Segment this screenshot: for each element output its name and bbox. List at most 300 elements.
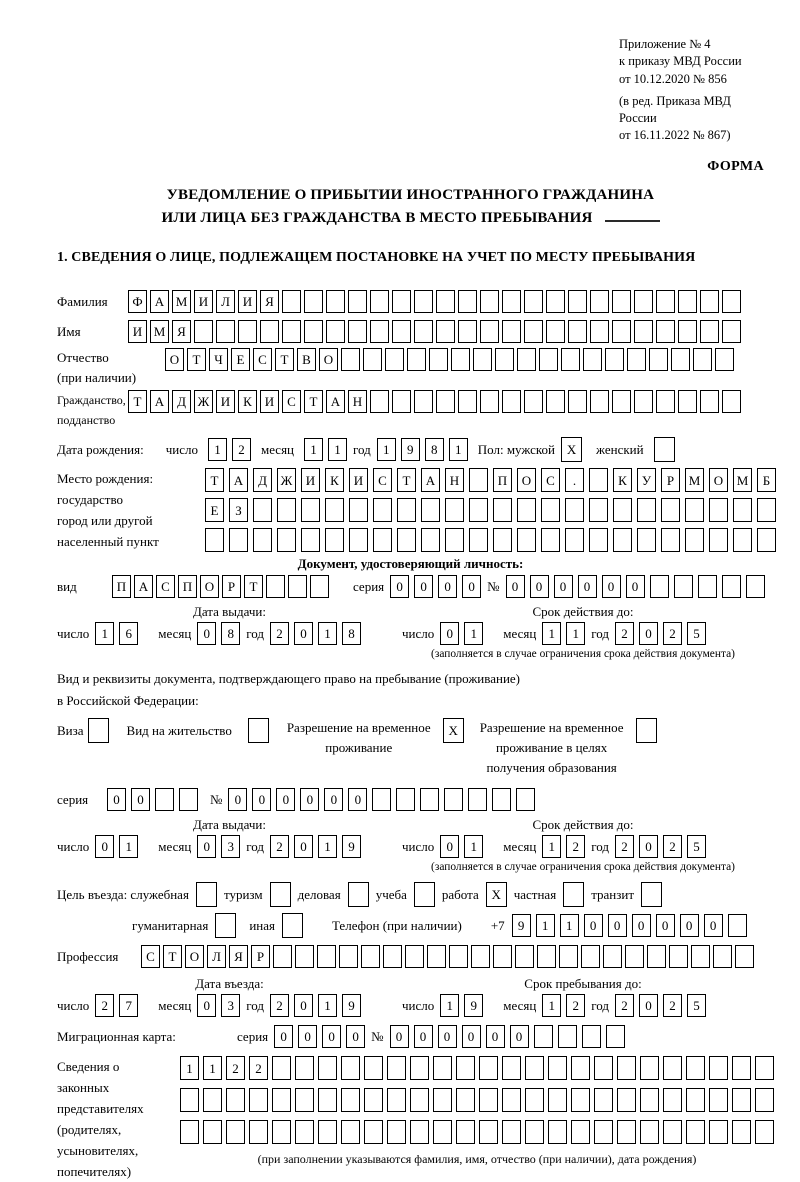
char-cell: 0: [294, 622, 313, 645]
purpose-business-label: деловая: [297, 886, 341, 902]
char-cell: И: [128, 320, 147, 343]
char-cell: 0: [602, 575, 621, 598]
char-cell: [603, 945, 622, 968]
purpose-tourism-checkbox[interactable]: [270, 882, 291, 907]
issue-day-label: число: [57, 625, 90, 641]
char-cell: [617, 1056, 636, 1080]
char-cell: И: [260, 390, 279, 413]
appendix-line: от 10.12.2020 № 856: [619, 71, 727, 86]
purpose-transit-checkbox[interactable]: [641, 882, 662, 907]
char-cell: [414, 290, 433, 313]
temp-permit-checkbox[interactable]: X: [443, 718, 464, 743]
purpose-humanitarian-checkbox[interactable]: [215, 913, 236, 938]
birthplace-block: [57, 468, 771, 552]
birthplace-row2[interactable]: [205, 498, 776, 522]
char-cell: .: [565, 468, 584, 492]
char-cell: 2: [226, 1056, 245, 1080]
purpose-study-checkbox[interactable]: [414, 882, 435, 907]
char-cell: 1: [304, 438, 323, 461]
char-cell: [480, 290, 499, 313]
residence-series-row: [57, 788, 764, 811]
char-cell: [524, 320, 543, 343]
char-cell: [590, 320, 609, 343]
char-cell: [728, 914, 747, 937]
char-cell: [420, 788, 439, 811]
form-title-line2: ИЛИ ЛИЦА БЕЗ ГРАЖДАНСТВА В МЕСТО ПРЕБЫВАНИЯ: [161, 209, 593, 226]
migration-number-field[interactable]: [390, 1025, 625, 1048]
char-cell: [502, 1056, 521, 1080]
name-row: [57, 320, 764, 343]
edu-permit-checkbox[interactable]: [636, 718, 657, 743]
char-cell: [341, 1056, 360, 1080]
char-cell: [663, 1088, 682, 1112]
char-cell: 1: [566, 622, 585, 645]
doc-kind-field[interactable]: [112, 575, 329, 598]
residence-dates-row: [57, 817, 764, 873]
char-cell: [589, 528, 608, 552]
char-cell: [525, 1056, 544, 1080]
char-cell: [517, 528, 536, 552]
r-expiry-day-label: число: [402, 838, 435, 854]
stay-year-field[interactable]: [615, 994, 706, 1017]
char-cell: В: [297, 348, 316, 371]
char-cell: 2: [232, 438, 251, 461]
title-underline: [605, 220, 660, 222]
char-cell: [433, 1120, 452, 1144]
appendix-line: к приказу МВД России: [619, 54, 742, 69]
gender-male-label: Пол: мужской: [477, 441, 556, 457]
birthdate-label: Дата рождения:: [57, 441, 144, 457]
birthplace-fields: [205, 468, 776, 552]
char-cell: [539, 348, 558, 371]
char-cell: 0: [639, 622, 658, 645]
passport-dates-row: [57, 604, 764, 660]
char-cell: 2: [95, 994, 114, 1017]
char-cell: [583, 348, 602, 371]
purpose-official-checkbox[interactable]: [196, 882, 217, 907]
char-cell: [301, 498, 320, 522]
char-cell: Ф: [128, 290, 147, 313]
purpose-private-checkbox[interactable]: [563, 882, 584, 907]
passport-issue-heading: Дата выдачи:: [192, 604, 266, 619]
stay-month-field[interactable]: [542, 994, 585, 1017]
purpose-other-checkbox[interactable]: [282, 913, 303, 938]
char-cell: [364, 1120, 383, 1144]
char-cell: [581, 945, 600, 968]
char-cell: [517, 498, 536, 522]
char-cell: [326, 320, 345, 343]
char-cell: [469, 468, 488, 492]
char-cell: Р: [222, 575, 241, 598]
char-cell: [663, 1120, 682, 1144]
visa-checkbox[interactable]: [88, 718, 109, 743]
char-cell: 2: [270, 835, 289, 858]
char-cell: [735, 945, 754, 968]
char-cell: [663, 1056, 682, 1080]
char-cell: [397, 498, 416, 522]
char-cell: 0: [704, 914, 723, 937]
birthplace-row1[interactable]: [205, 468, 776, 492]
char-cell: [625, 945, 644, 968]
visa-label: Виза: [57, 723, 84, 738]
char-cell: [383, 945, 402, 968]
char-cell: [700, 290, 719, 313]
char-cell: [640, 1056, 659, 1080]
stay-day-field[interactable]: [440, 994, 483, 1017]
char-cell: [755, 1088, 774, 1112]
char-cell: 0: [680, 914, 699, 937]
char-cell: 0: [390, 575, 409, 598]
char-cell: [686, 1056, 705, 1080]
gender-male-checkbox[interactable]: X: [561, 437, 582, 462]
char-cell: [392, 390, 411, 413]
char-cell: 1: [318, 994, 337, 1017]
char-cell: 1: [203, 1056, 222, 1080]
expiry-month-field[interactable]: [542, 622, 585, 645]
surname-field[interactable]: [128, 290, 741, 313]
char-cell: И: [238, 290, 257, 313]
char-cell: [589, 468, 608, 492]
char-cell: [656, 320, 675, 343]
char-cell: А: [421, 468, 440, 492]
char-cell: 2: [566, 835, 585, 858]
char-cell: 0: [95, 835, 114, 858]
char-cell: [479, 1120, 498, 1144]
char-cell: [341, 1120, 360, 1144]
patronymic-label: Отчество (при наличии): [57, 350, 137, 385]
char-cell: [559, 945, 578, 968]
char-cell: [541, 498, 560, 522]
entry-month-field[interactable]: [197, 994, 240, 1017]
phone-field[interactable]: [512, 914, 747, 937]
char-cell: [295, 1088, 314, 1112]
expiry-day-field[interactable]: [440, 622, 483, 645]
form-title-line1: УВЕДОМЛЕНИЕ О ПРИБЫТИИ ИНОСТРАННОГО ГРАЖДАНИНА: [166, 186, 655, 203]
char-cell: [495, 348, 514, 371]
char-cell: 1: [542, 835, 561, 858]
char-cell: [479, 1056, 498, 1080]
issue-year-field[interactable]: [270, 622, 361, 645]
residence-series-field[interactable]: [107, 788, 198, 811]
char-cell: 0: [131, 788, 150, 811]
representatives-row3[interactable]: [180, 1120, 774, 1144]
char-cell: К: [613, 468, 632, 492]
migration-series-field[interactable]: [274, 1025, 365, 1048]
residence-intro: Вид и реквизиты документа, подтверждающего право на пребывание (проживание) в Российской Федерации:: [57, 671, 521, 708]
char-cell: 5: [687, 835, 706, 858]
char-cell: [546, 290, 565, 313]
char-cell: [698, 575, 717, 598]
char-cell: [634, 290, 653, 313]
char-cell: 0: [228, 788, 247, 811]
char-cell: 1: [318, 835, 337, 858]
char-cell: И: [301, 468, 320, 492]
char-cell: [480, 390, 499, 413]
char-cell: [295, 945, 314, 968]
char-cell: Т: [163, 945, 182, 968]
char-cell: [722, 320, 741, 343]
residence-number-label: №: [210, 791, 223, 807]
char-cell: [685, 498, 704, 522]
char-cell: К: [325, 468, 344, 492]
char-cell: [502, 390, 521, 413]
appendix-line: (в ред. Приказа МВД России: [619, 93, 731, 125]
citizenship-field[interactable]: [128, 390, 741, 413]
r-issue-month-label: месяц: [158, 838, 192, 854]
birth-year-field[interactable]: [377, 438, 468, 461]
char-cell: [640, 1088, 659, 1112]
char-cell: [691, 945, 710, 968]
appendix-line: от 16.11.2022 № 867): [619, 128, 731, 143]
char-cell: [612, 290, 631, 313]
char-cell: [436, 390, 455, 413]
char-cell: 0: [274, 1025, 293, 1048]
char-cell: [272, 1088, 291, 1112]
char-cell: 2: [270, 622, 289, 645]
char-cell: 9: [464, 994, 483, 1017]
char-cell: П: [493, 468, 512, 492]
entry-year-label: год: [246, 997, 265, 1013]
char-cell: [387, 1088, 406, 1112]
char-cell: [661, 498, 680, 522]
char-cell: [288, 575, 307, 598]
char-cell: 0: [197, 835, 216, 858]
char-cell: 0: [656, 914, 675, 937]
char-cell: [361, 945, 380, 968]
char-cell: [590, 390, 609, 413]
char-cell: [456, 1056, 475, 1080]
char-cell: [436, 320, 455, 343]
char-cell: [318, 1056, 337, 1080]
char-cell: [155, 788, 174, 811]
entry-year-field[interactable]: [270, 994, 361, 1017]
char-cell: 0: [632, 914, 651, 937]
char-cell: [397, 528, 416, 552]
entry-day-field[interactable]: [95, 994, 138, 1017]
char-cell: [700, 320, 719, 343]
char-cell: [516, 788, 535, 811]
char-cell: [637, 528, 656, 552]
expiry-year-field[interactable]: [615, 622, 706, 645]
char-cell: А: [229, 468, 248, 492]
char-cell: С: [141, 945, 160, 968]
char-cell: Ж: [194, 390, 213, 413]
char-cell: [669, 945, 688, 968]
entry-day-label: число: [57, 997, 90, 1013]
char-cell: И: [194, 290, 213, 313]
residence-series-label: серия: [57, 791, 89, 807]
char-cell: 0: [348, 788, 367, 811]
char-cell: [617, 1088, 636, 1112]
birth-day-field[interactable]: [208, 438, 251, 461]
char-cell: М: [150, 320, 169, 343]
char-cell: 0: [276, 788, 295, 811]
purpose-study-label: учеба: [375, 886, 407, 902]
char-cell: [392, 320, 411, 343]
char-cell: [349, 498, 368, 522]
char-cell: [433, 1056, 452, 1080]
char-cell: [325, 528, 344, 552]
entry-date-group: [57, 976, 402, 1017]
issue-month-field[interactable]: [197, 622, 240, 645]
char-cell: [407, 348, 426, 371]
char-cell: 0: [639, 994, 658, 1017]
char-cell: 2: [566, 994, 585, 1017]
char-cell: [387, 1056, 406, 1080]
r-issue-month-field[interactable]: [197, 835, 240, 858]
char-cell: Е: [231, 348, 250, 371]
stay-month-label: месяц: [503, 997, 537, 1013]
char-cell: [594, 1088, 613, 1112]
residence-permit-checkbox[interactable]: [248, 718, 269, 743]
doc-series-field[interactable]: [390, 575, 481, 598]
char-cell: [387, 1120, 406, 1144]
char-cell: 2: [663, 622, 682, 645]
char-cell: [594, 1056, 613, 1080]
char-cell: [295, 1056, 314, 1080]
char-cell: 1: [119, 835, 138, 858]
char-cell: 1: [464, 835, 483, 858]
char-cell: [370, 320, 389, 343]
char-cell: [318, 1088, 337, 1112]
char-cell: М: [685, 468, 704, 492]
char-cell: [253, 528, 272, 552]
expiry-year-label: год: [591, 625, 610, 641]
char-cell: И: [349, 468, 368, 492]
char-cell: [502, 290, 521, 313]
char-cell: О: [517, 468, 536, 492]
char-cell: 2: [615, 835, 634, 858]
r-issue-year-label: год: [246, 838, 265, 854]
forma-label: ФОРМА: [707, 158, 764, 174]
residence-expiry-group: [402, 817, 764, 873]
r-issue-year-field[interactable]: [270, 835, 361, 858]
edu-permit-label: Разрешение на временное проживание в целях получения образования: [479, 720, 624, 775]
char-cell: [325, 498, 344, 522]
char-cell: [722, 290, 741, 313]
purpose-work-checkbox[interactable]: X: [486, 882, 507, 907]
char-cell: [301, 528, 320, 552]
char-cell: [548, 1120, 567, 1144]
char-cell: [238, 320, 257, 343]
char-cell: [733, 498, 752, 522]
char-cell: [722, 390, 741, 413]
char-cell: [317, 945, 336, 968]
char-cell: 0: [390, 1025, 409, 1048]
r-issue-day-field[interactable]: [95, 835, 138, 858]
char-cell: [266, 575, 285, 598]
char-cell: С: [282, 390, 301, 413]
char-cell: 8: [425, 438, 444, 461]
char-cell: [517, 348, 536, 371]
birth-month-field[interactable]: [304, 438, 347, 461]
char-cell: А: [326, 390, 345, 413]
char-cell: [458, 290, 477, 313]
char-cell: 1: [536, 914, 555, 937]
char-cell: [410, 1120, 429, 1144]
char-cell: [370, 390, 389, 413]
char-cell: 8: [342, 622, 361, 645]
char-cell: 0: [510, 1025, 529, 1048]
profession-field[interactable]: [141, 945, 754, 968]
char-cell: [502, 1088, 521, 1112]
doc-number-field[interactable]: [506, 575, 765, 598]
birthplace-row3[interactable]: [205, 528, 776, 552]
residence-issue-heading: Дата выдачи:: [192, 817, 266, 832]
r-expiry-year-field[interactable]: [615, 835, 706, 858]
char-cell: Н: [348, 390, 367, 413]
char-cell: [363, 348, 382, 371]
char-cell: [709, 1056, 728, 1080]
char-cell: [249, 1120, 268, 1144]
char-cell: Я: [229, 945, 248, 968]
char-cell: [650, 575, 669, 598]
gender-female-checkbox[interactable]: [654, 437, 675, 462]
char-cell: Р: [661, 468, 680, 492]
char-cell: 0: [554, 575, 573, 598]
name-field[interactable]: [128, 320, 741, 343]
char-cell: П: [112, 575, 131, 598]
char-cell: [709, 498, 728, 522]
char-cell: [348, 290, 367, 313]
char-cell: [277, 498, 296, 522]
migration-card-row: [57, 1025, 764, 1048]
char-cell: 1: [560, 914, 579, 937]
r-expiry-month-field[interactable]: [542, 835, 585, 858]
surname-row: [57, 290, 764, 313]
representatives-row1[interactable]: [180, 1056, 774, 1080]
residence-expiry-note: (заполняется в случае ограничения срока действия документа): [431, 861, 735, 873]
purpose-label: Цель въезда: служебная: [57, 886, 189, 902]
char-cell: [693, 348, 712, 371]
issue-day-field[interactable]: [95, 622, 138, 645]
purpose-humanitarian-label: гуманитарная: [132, 917, 209, 933]
char-cell: [469, 498, 488, 522]
char-cell: И: [216, 390, 235, 413]
representatives-row2[interactable]: [180, 1088, 774, 1112]
char-cell: [405, 945, 424, 968]
identity-doc-heading: Документ, удостоверяющий личность:: [297, 556, 524, 571]
char-cell: [715, 348, 734, 371]
char-cell: [722, 575, 741, 598]
char-cell: 5: [687, 994, 706, 1017]
char-cell: [613, 498, 632, 522]
patronymic-field[interactable]: [165, 348, 734, 371]
char-cell: [565, 528, 584, 552]
issue-month-label: месяц: [158, 625, 192, 641]
char-cell: Т: [397, 468, 416, 492]
char-cell: 2: [663, 835, 682, 858]
char-cell: 1: [328, 438, 347, 461]
char-cell: [179, 788, 198, 811]
char-cell: [634, 390, 653, 413]
char-cell: 0: [440, 622, 459, 645]
char-cell: 0: [107, 788, 126, 811]
char-cell: 1: [542, 622, 561, 645]
char-cell: [746, 575, 765, 598]
representatives-fields: [180, 1056, 774, 1167]
r-expiry-day-field[interactable]: [440, 835, 483, 858]
char-cell: О: [200, 575, 219, 598]
stay-day-label: число: [402, 997, 435, 1013]
birth-month-label: месяц: [260, 441, 295, 457]
char-cell: [253, 498, 272, 522]
residence-number-field[interactable]: [228, 788, 535, 811]
purpose-business-checkbox[interactable]: [348, 882, 369, 907]
char-cell: [541, 528, 560, 552]
char-cell: 9: [401, 438, 420, 461]
char-cell: [194, 320, 213, 343]
